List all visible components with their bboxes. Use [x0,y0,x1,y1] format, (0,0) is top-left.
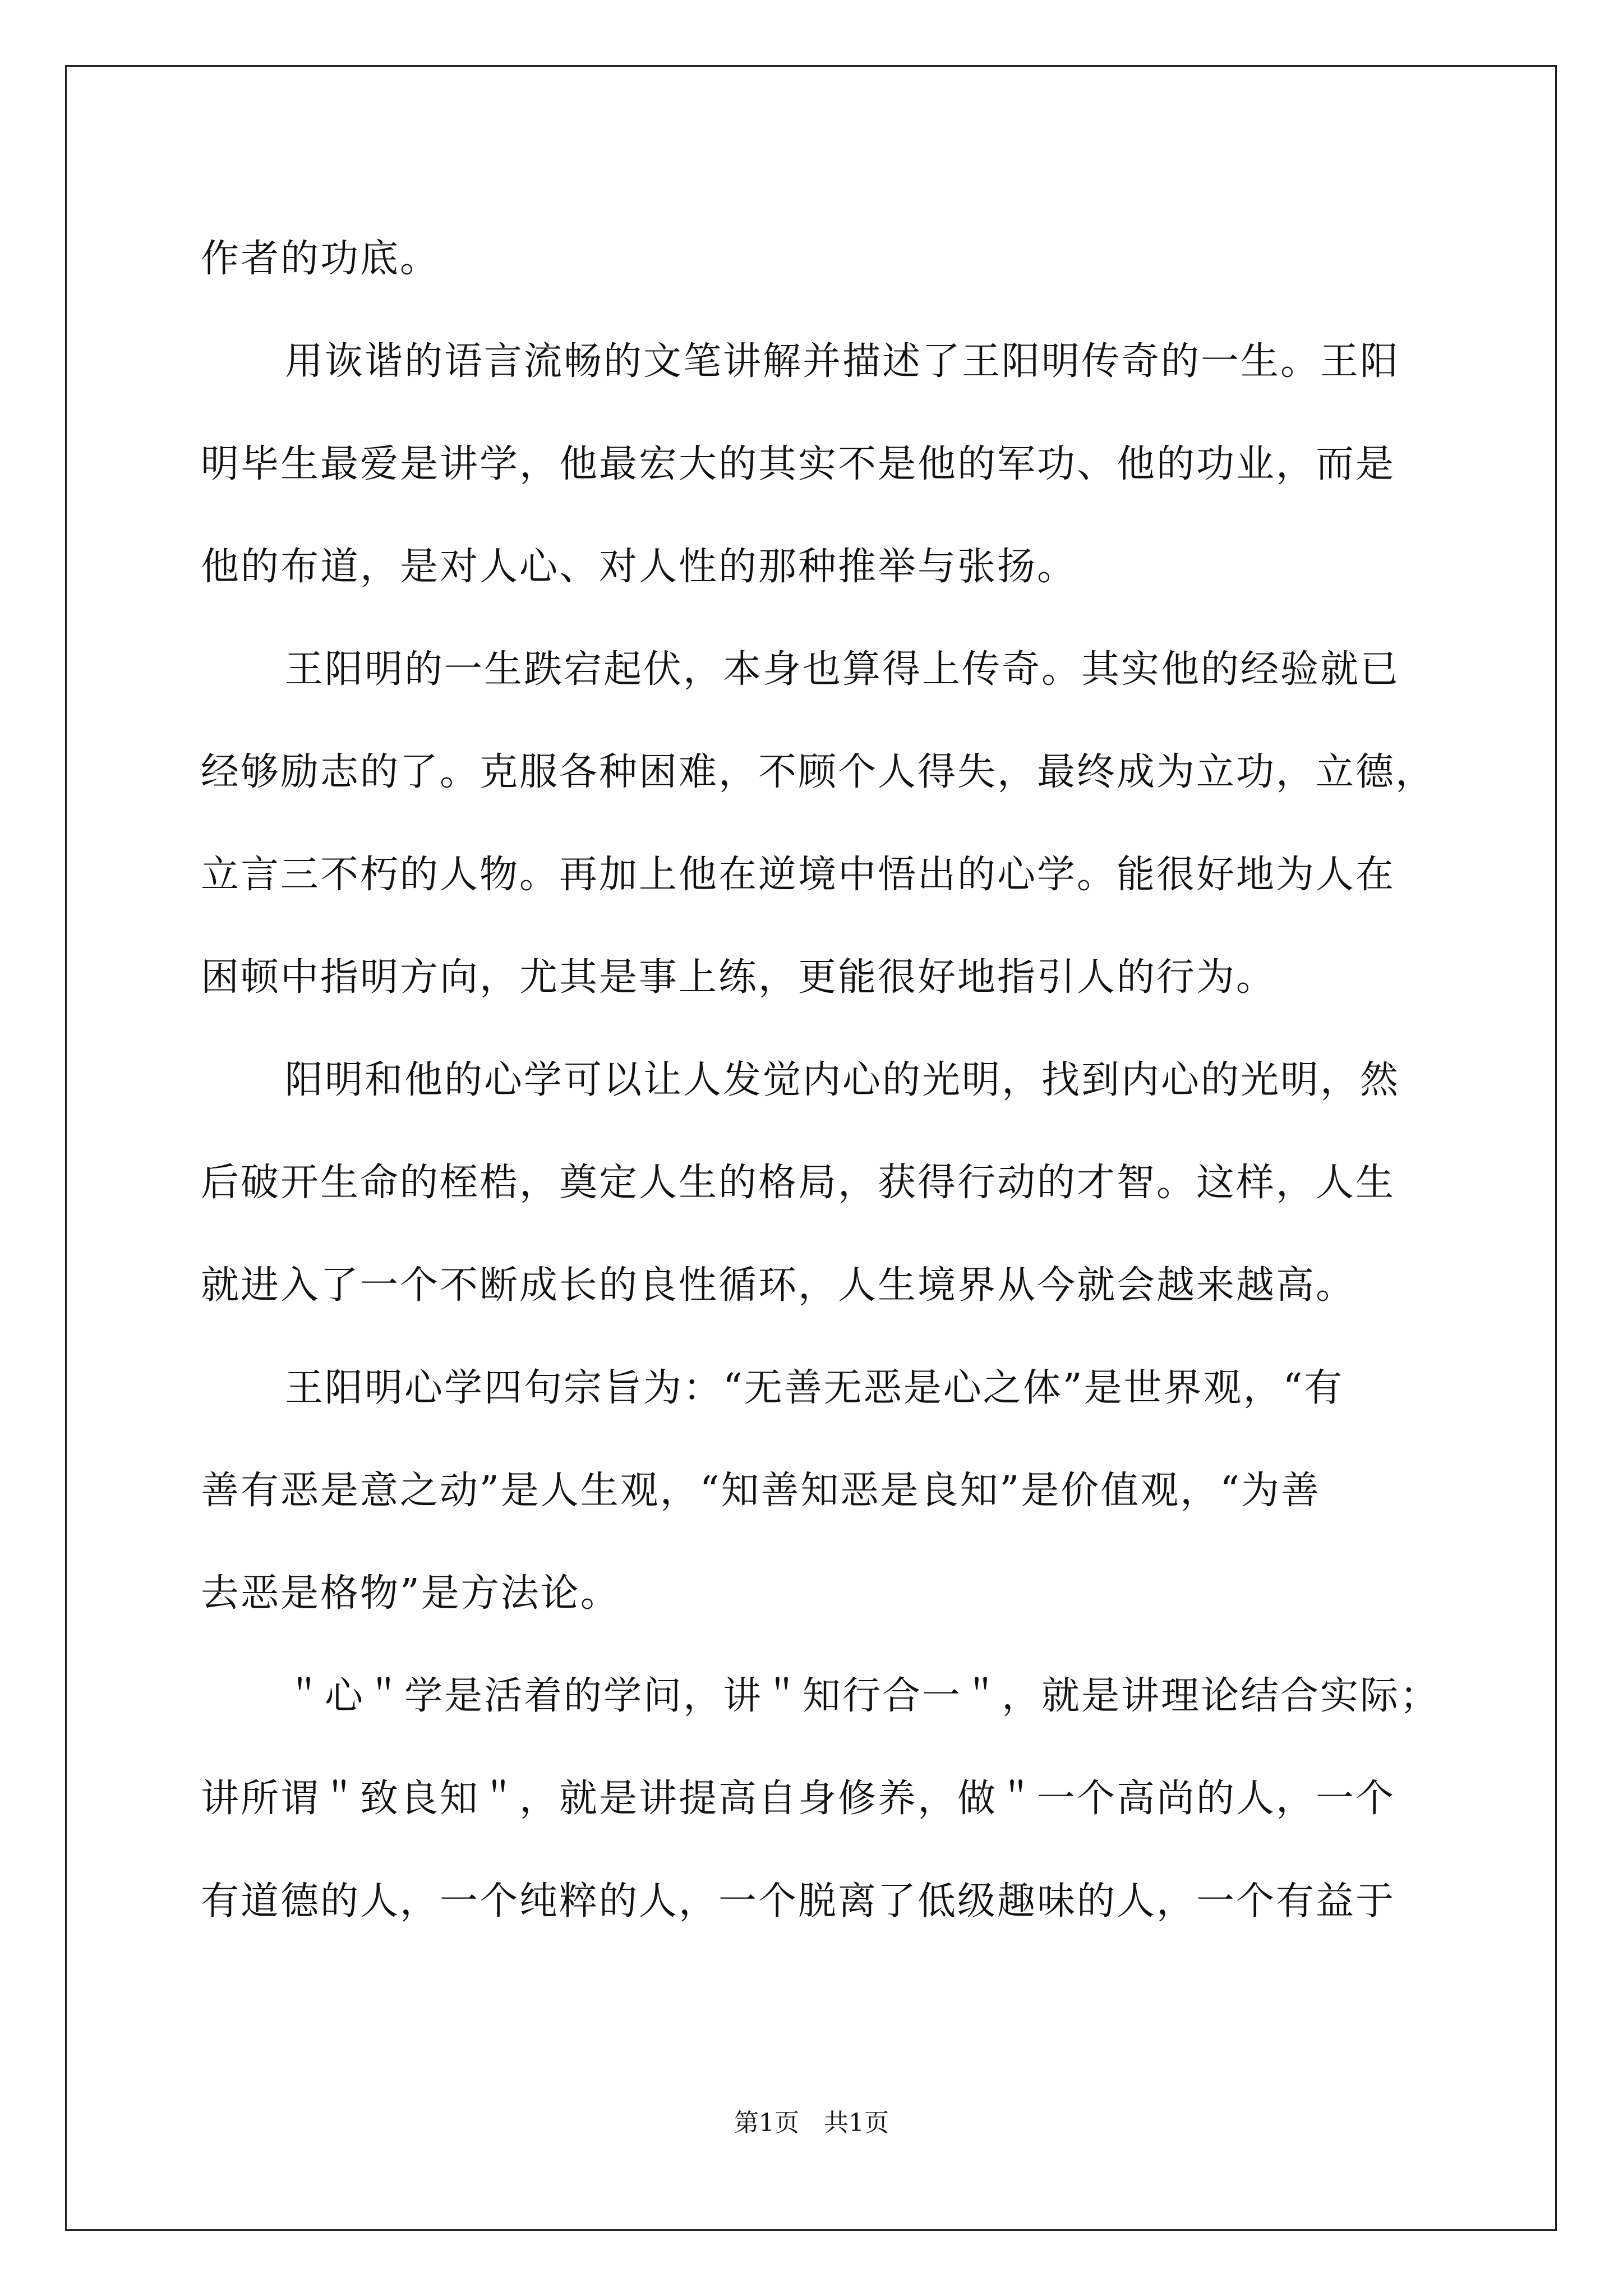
paragraph-line: 用诙谐的语言流畅的文笔讲解并描述了王阳明传奇的一生。王阳 [285,339,1400,384]
paragraph-line: 立言三不朽的人物。再加上他在逆境中悟出的心学。能很好地为人在 [201,853,1396,897]
paragraph-line: 阳明和他的心学可以让人发觉内心的光明，找到内心的光明，然 [285,1058,1400,1102]
page-footer [0,2106,1623,2140]
paragraph-line: 有道德的人，一个纯粹的人，一个脱离了低级趣味的人，一个有益于 [201,1879,1396,1924]
paragraph-line: 困顿中指明方向，尤其是事上练，更能很好地指引人的行为。 [201,955,1276,1000]
paragraph-line: 经够励志的了。克服各种困难，不顾个人得失，最终成为立功，立德， [201,750,1436,794]
paragraph-line: ＂心＂学是活着的学问，讲＂知行合一＂，就是讲理论结合实际； [285,1674,1440,1718]
paragraph-line: 讲所谓＂致良知＂，就是讲提高自身修养，做＂一个高尚的人，一个 [201,1777,1396,1821]
paragraph-line: 王阳明的一生跌宕起伏，本身也算得上传奇。其实他的经验就已 [285,647,1400,692]
page-number-info: 第1页 共1页 [734,2109,889,2137]
paragraph-line: 后破开生命的桎梏，奠定人生的格局，获得行动的才智。这样，人生 [201,1161,1396,1205]
paragraph-line: 明毕生最爱是讲学，他最宏大的其实不是他的军功、他的功业，而是 [201,442,1396,486]
paragraph-line: 去恶是格物”是方法论。 [201,1571,620,1616]
paragraph-line: 就进入了一个不断成长的良性循环，人生境界从今就会越来越高。 [201,1263,1356,1308]
document-body [201,208,1440,1953]
paragraph-line: 他的布道，是对人心、对人性的那种推举与张扬。 [201,545,1077,589]
paragraph-line: 善有恶是意之动”是人生观，“知善知恶是良知”是价值观，“为善 [201,1469,1321,1513]
paragraph-line: 作者的功底。 [201,237,440,281]
paragraph-line: 王阳明心学四句宗旨为：“无善无恶是心之体”是世界观，“有 [285,1366,1344,1410]
